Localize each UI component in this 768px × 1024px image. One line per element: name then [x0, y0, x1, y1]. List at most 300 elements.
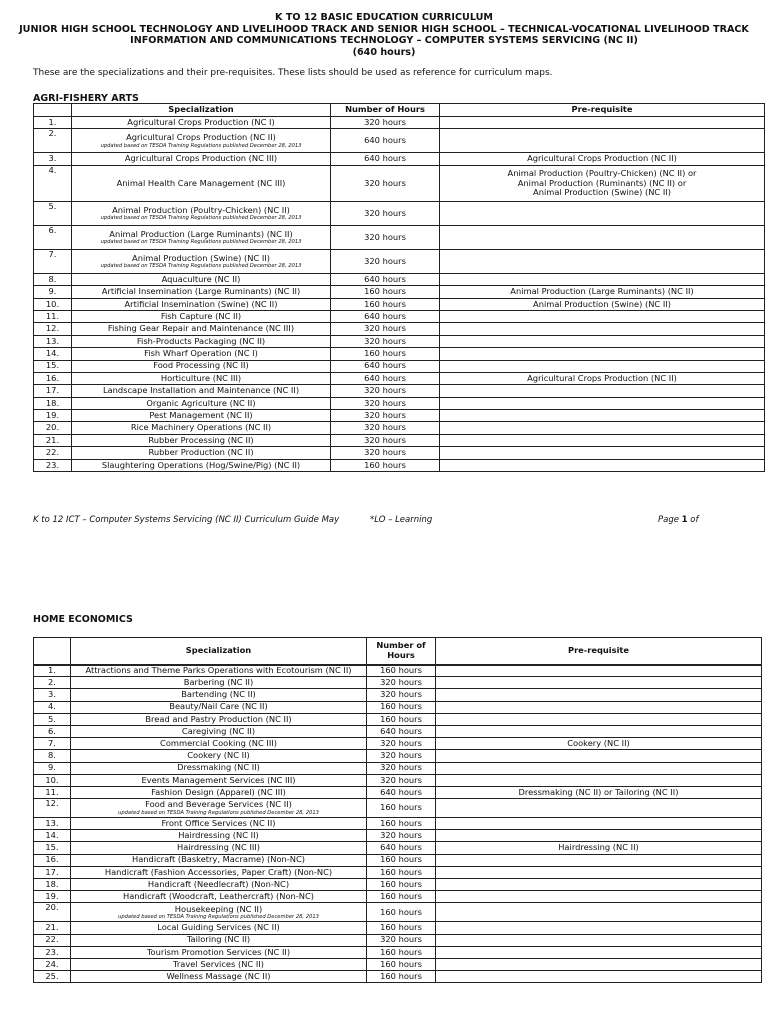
table-row [34, 397, 765, 409]
specialization-text: Dressmaking (NC II) [177, 762, 260, 773]
specialization-text: Hairdressing (NC II) [178, 830, 259, 841]
table-row [34, 958, 762, 970]
row-hours: 160 hours [331, 348, 440, 360]
row-number: 2. [34, 129, 72, 153]
table-row [34, 310, 765, 322]
table-row [34, 273, 765, 285]
row-number: 17. [34, 866, 71, 878]
row-specialization [72, 310, 331, 322]
table-row [34, 372, 765, 384]
row-hours: 640 hours [331, 153, 440, 165]
row-number: 19. [34, 410, 72, 422]
row-number: 18. [34, 879, 71, 891]
update-note: updated based on TESDA Training Regulations published December 28, 2013 [100, 263, 302, 270]
table-row [34, 934, 762, 946]
row-number: 16. [34, 372, 72, 384]
table-row [34, 786, 762, 798]
row-number: 9. [34, 286, 72, 298]
row-number: 13. [34, 335, 72, 347]
specialization-text: Fish Wharf Operation (NC I) [144, 348, 258, 359]
row-number: 23. [34, 946, 71, 958]
table-row [34, 335, 765, 347]
row-specialization [71, 946, 367, 958]
specialization-text: Tailoring (NC II) [186, 934, 251, 945]
table-row [34, 323, 765, 335]
row-hours: 160 hours [367, 879, 436, 891]
row-hours: 160 hours [367, 854, 436, 866]
row-prerequisite [436, 750, 762, 762]
row-prerequisite [440, 335, 765, 347]
row-prerequisite [436, 934, 762, 946]
specialization-text: Handicraft (Needlecraft) (Non-NC) [147, 878, 290, 889]
row-hours: 320 hours [367, 774, 436, 786]
row-specialization [72, 459, 331, 471]
specialization-text: Fish Capture (NC II) [160, 310, 242, 321]
col-header-specialization: Specialization [71, 638, 367, 665]
table-row [34, 447, 765, 459]
col-header-hours-line2: Hours [387, 649, 415, 660]
row-specialization [72, 249, 331, 273]
row-hours: 320 hours [367, 750, 436, 762]
row-hours: 160 hours [367, 946, 436, 958]
row-hours: 320 hours [331, 434, 440, 446]
row-specialization [71, 903, 367, 922]
row-number: 16. [34, 854, 71, 866]
row-number: 9. [34, 762, 71, 774]
row-number: 8. [34, 750, 71, 762]
row-prerequisite [436, 665, 762, 677]
row-prerequisite [440, 286, 765, 298]
row-hours: 160 hours [367, 922, 436, 934]
table-row [34, 922, 762, 934]
table-row [34, 725, 762, 737]
table-row [34, 879, 762, 891]
table-row [34, 249, 765, 273]
row-prerequisite [436, 854, 762, 866]
row-specialization [71, 725, 367, 737]
row-hours: 320 hours [331, 165, 440, 201]
row-specialization [72, 201, 331, 225]
row-hours: 160 hours [331, 286, 440, 298]
col-header-hours: Number of Hours [331, 104, 440, 117]
row-hours: 640 hours [367, 842, 436, 854]
table-row [34, 701, 762, 713]
home-table [33, 637, 762, 983]
specialization-text: Agricultural Crops Production (NC II) [126, 132, 276, 143]
row-prerequisite [440, 434, 765, 446]
table-row [34, 459, 765, 471]
table-row [34, 360, 765, 372]
row-number: 15. [34, 360, 72, 372]
home-table-body [34, 665, 762, 983]
prerequisite-line: Animal Production (Swine) (NC II) [533, 187, 671, 198]
specialization-text: Rice Machinery Operations (NC II) [130, 422, 272, 433]
row-number: 2. [34, 677, 71, 689]
row-number: 21. [34, 434, 72, 446]
specialization-text: Handicraft (Woodcraft, Leathercraft) (Non-NC) [122, 891, 315, 902]
row-prerequisite [440, 153, 765, 165]
row-hours: 640 hours [331, 310, 440, 322]
row-prerequisite [436, 774, 762, 786]
row-hours: 320 hours [331, 397, 440, 409]
row-number: 23. [34, 459, 72, 471]
specialization-text: Cookery (NC II) [187, 750, 250, 761]
row-specialization [71, 665, 367, 677]
row-hours: 160 hours [367, 903, 436, 922]
row-specialization [71, 830, 367, 842]
row-specialization [72, 397, 331, 409]
header-line-4: (640 hours) [352, 46, 416, 58]
row-hours: 160 hours [331, 298, 440, 310]
specialization-text: Caregiving (NC II) [181, 725, 256, 736]
row-prerequisite [436, 842, 762, 854]
row-hours: 320 hours [331, 225, 440, 249]
table-row [34, 891, 762, 903]
row-prerequisite [440, 310, 765, 322]
row-number: 12. [34, 799, 71, 818]
row-number: 6. [34, 225, 72, 249]
document-header [0, 12, 768, 58]
table-row [34, 153, 765, 165]
row-hours: 320 hours [367, 762, 436, 774]
specialization-text: Fashion Design (Apparel) (NC III) [151, 786, 286, 797]
table-row [34, 762, 762, 774]
row-prerequisite [440, 165, 765, 201]
row-specialization [72, 153, 331, 165]
table-row [34, 903, 762, 922]
row-hours: 160 hours [367, 665, 436, 677]
row-hours: 320 hours [367, 738, 436, 750]
row-specialization [71, 958, 367, 970]
row-number: 11. [34, 786, 71, 798]
row-specialization [72, 422, 331, 434]
prerequisite-line: Animal Production (Swine) (NC II) [533, 298, 671, 309]
row-number: 15. [34, 842, 71, 854]
row-prerequisite [436, 922, 762, 934]
row-prerequisite [436, 762, 762, 774]
row-prerequisite [440, 422, 765, 434]
row-number: 22. [34, 447, 72, 459]
table-row [34, 410, 765, 422]
specialization-text: Commercial Cooking (NC III) [160, 737, 277, 748]
row-specialization [72, 372, 331, 384]
row-number: 21. [34, 922, 71, 934]
row-number: 10. [34, 298, 72, 310]
header-line-3: INFORMATION AND COMMUNICATIONS TECHNOLOGY – COMPUTER SYSTEMS SERVICING (NC II) [130, 35, 638, 46]
table-row [34, 434, 765, 446]
specialization-text: Food and Beverage Services (NC II) [145, 799, 292, 810]
specialization-text: Local Guiding Services (NC II) [157, 922, 280, 933]
row-prerequisite [440, 447, 765, 459]
row-specialization [72, 286, 331, 298]
row-hours: 320 hours [367, 689, 436, 701]
row-specialization [72, 447, 331, 459]
row-hours: 640 hours [331, 129, 440, 153]
row-specialization [71, 971, 367, 983]
row-number: 3. [34, 689, 71, 701]
row-specialization [72, 323, 331, 335]
row-hours: 640 hours [331, 273, 440, 285]
table-row [34, 298, 765, 310]
row-number: 10. [34, 774, 71, 786]
footer-mid: *LO – Learning [370, 515, 433, 525]
row-hours: 320 hours [367, 830, 436, 842]
specialization-text: Slaughtering Operations (Hog/Swine/Pig) (NC II) [101, 459, 301, 470]
specialization-text: Housekeeping (NC II) [174, 903, 263, 914]
update-note: updated based on TESDA Training Regulations published December 28, 2013 [100, 142, 302, 149]
specialization-text: Handicraft (Fashion Accessories, Paper Craft) (Non-NC) [104, 866, 333, 877]
prerequisite-line: Animal Production (Ruminants) (NC II) or [517, 177, 687, 188]
row-specialization [72, 165, 331, 201]
row-number: 20. [34, 422, 72, 434]
agri-table-body [34, 117, 765, 472]
header-line-1: K TO 12 BASIC EDUCATION CURRICULUM [275, 12, 493, 23]
row-number: 14. [34, 348, 72, 360]
specialization-text: Agricultural Crops Production (NC III) [124, 153, 278, 164]
row-hours: 320 hours [331, 410, 440, 422]
specialization-text: Rubber Processing (NC II) [148, 434, 254, 445]
row-specialization [71, 774, 367, 786]
specialization-text: Aquaculture (NC II) [161, 273, 241, 284]
prerequisite-line: Agricultural Crops Production (NC II) [527, 153, 677, 164]
row-prerequisite [436, 946, 762, 958]
row-specialization [72, 225, 331, 249]
table-row [34, 165, 765, 201]
row-number: 18. [34, 397, 72, 409]
specialization-text: Bartending (NC II) [181, 689, 256, 700]
row-specialization [71, 677, 367, 689]
row-prerequisite [436, 971, 762, 983]
table-row [34, 286, 765, 298]
row-prerequisite [440, 459, 765, 471]
prerequisite-line: Animal Production (Poultry-Chicken) (NC II) or [507, 168, 697, 179]
specialization-text: Handicraft (Basketry, Macrame) (Non-NC) [131, 854, 306, 865]
table-row [34, 946, 762, 958]
row-specialization [71, 922, 367, 934]
row-hours: 320 hours [331, 201, 440, 225]
row-specialization [72, 385, 331, 397]
row-prerequisite [436, 866, 762, 878]
row-specialization [71, 689, 367, 701]
table-row [34, 818, 762, 830]
row-hours: 640 hours [331, 360, 440, 372]
row-specialization [71, 762, 367, 774]
row-hours: 160 hours [367, 701, 436, 713]
table-row [34, 348, 765, 360]
row-hours: 320 hours [331, 385, 440, 397]
header-line-2: JUNIOR HIGH SCHOOL TECHNOLOGY AND LIVELIHOOD TRACK AND SENIOR HIGH SCHOOL – TECHNICAL-VOCATIONAL LIVELIHOOD TRACK [19, 23, 749, 35]
row-number: 22. [34, 934, 71, 946]
row-number: 7. [34, 738, 71, 750]
specialization-text: Barbering (NC II) [183, 677, 254, 688]
row-specialization [71, 750, 367, 762]
row-hours: 160 hours [331, 459, 440, 471]
home-section-title: HOME ECONOMICS [33, 614, 133, 625]
row-specialization [71, 934, 367, 946]
row-prerequisite [436, 958, 762, 970]
row-specialization [72, 298, 331, 310]
table-row [34, 677, 762, 689]
row-hours: 160 hours [367, 958, 436, 970]
table-row [34, 225, 765, 249]
specialization-text: Fishing Gear Repair and Maintenance (NC III) [107, 323, 295, 334]
col-header-blank [34, 638, 71, 665]
table-row [34, 129, 765, 153]
col-header-hours-line1: Number of [376, 640, 426, 651]
specialization-text: Bread and Pastry Production (NC II) [145, 713, 292, 724]
footer-page-number: 1 [681, 515, 688, 525]
row-specialization [71, 879, 367, 891]
row-prerequisite [436, 830, 762, 842]
specialization-text: Horticulture (NC III) [160, 372, 242, 383]
row-number: 24. [34, 958, 71, 970]
prerequisite-line: Agricultural Crops Production (NC II) [527, 372, 677, 383]
specialization-text: Rubber Production (NC II) [148, 447, 254, 458]
col-header-prerequisite: Pre-requisite [440, 104, 765, 117]
row-specialization [71, 866, 367, 878]
row-specialization [71, 842, 367, 854]
row-hours: 160 hours [367, 799, 436, 818]
row-specialization [71, 713, 367, 725]
row-hours: 320 hours [331, 117, 440, 129]
specialization-text: Animal Production (Swine) (NC II) [132, 252, 270, 263]
row-specialization [71, 738, 367, 750]
row-prerequisite [436, 738, 762, 750]
intro-text: These are the specializations and their pre-requisites. These lists should be used as reference for curriculum maps. [33, 68, 553, 78]
row-prerequisite [440, 117, 765, 129]
footer-page [658, 515, 699, 525]
row-number: 17. [34, 385, 72, 397]
row-hours: 640 hours [331, 372, 440, 384]
table-row [34, 842, 762, 854]
row-specialization [72, 410, 331, 422]
col-header-prerequisite: Pre-requisite [436, 638, 762, 665]
row-hours: 320 hours [331, 335, 440, 347]
footer-left: K to 12 ICT – Computer Systems Servicing (NC II) Curriculum Guide May [33, 515, 340, 525]
row-specialization [71, 854, 367, 866]
row-hours: 320 hours [331, 422, 440, 434]
row-specialization [72, 273, 331, 285]
row-hours: 320 hours [331, 249, 440, 273]
col-header-specialization: Specialization [72, 104, 331, 117]
row-prerequisite [436, 818, 762, 830]
row-specialization [72, 434, 331, 446]
row-number: 25. [34, 971, 71, 983]
table-row [34, 774, 762, 786]
row-number: 20. [34, 903, 71, 922]
specialization-text: Wellness Massage (NC II) [166, 970, 271, 981]
row-prerequisite [440, 397, 765, 409]
table-row [34, 750, 762, 762]
specialization-text: Attractions and Theme Parks Operations with Ecotourism (NC II) [85, 665, 352, 676]
row-hours: 160 hours [367, 866, 436, 878]
row-hours: 320 hours [367, 934, 436, 946]
footer-page-suffix: of [687, 515, 699, 525]
row-specialization [72, 348, 331, 360]
row-specialization [71, 786, 367, 798]
row-specialization [71, 701, 367, 713]
row-specialization [72, 129, 331, 153]
table-row [34, 689, 762, 701]
row-hours: 320 hours [331, 323, 440, 335]
specialization-text: Beauty/Nail Care (NC II) [169, 701, 268, 712]
specialization-text: Pest Management (NC II) [149, 410, 253, 421]
specialization-text: Fish-Products Packaging (NC II) [136, 335, 266, 346]
row-number: 11. [34, 310, 72, 322]
row-prerequisite [440, 323, 765, 335]
row-number: 19. [34, 891, 71, 903]
specialization-text: Landscape Installation and Maintenance (NC II) [102, 385, 300, 396]
row-hours: 160 hours [367, 818, 436, 830]
row-prerequisite [436, 677, 762, 689]
specialization-text: Animal Production (Poultry-Chicken) (NC II) [112, 204, 290, 215]
specialization-text: Artificial Insemination (Swine) (NC II) [124, 298, 278, 309]
row-prerequisite [440, 360, 765, 372]
row-number: 7. [34, 249, 72, 273]
row-hours: 640 hours [367, 725, 436, 737]
row-number: 14. [34, 830, 71, 842]
row-hours: 160 hours [367, 891, 436, 903]
col-header-blank [34, 104, 72, 117]
row-prerequisite [440, 201, 765, 225]
specialization-text: Tourism Promotion Services (NC II) [146, 946, 291, 957]
row-number: 12. [34, 323, 72, 335]
row-specialization [72, 335, 331, 347]
update-note: updated based on TESDA Training Regulations published December 28, 2013 [118, 914, 319, 921]
row-specialization [72, 360, 331, 372]
specialization-text: Agricultural Crops Production (NC I) [127, 116, 275, 127]
specialization-text: Travel Services (NC II) [173, 958, 264, 969]
row-prerequisite [440, 225, 765, 249]
agri-table [33, 103, 765, 472]
specialization-text: Hairdressing (NC III) [176, 842, 261, 853]
row-prerequisite [436, 786, 762, 798]
row-prerequisite [440, 273, 765, 285]
row-prerequisite [440, 410, 765, 422]
row-number: 6. [34, 725, 71, 737]
table-row [34, 799, 762, 818]
row-number: 1. [34, 665, 71, 677]
footer-page-prefix: Page [658, 515, 682, 525]
row-prerequisite [436, 701, 762, 713]
row-prerequisite [436, 891, 762, 903]
row-prerequisite [440, 385, 765, 397]
row-hours: 320 hours [367, 677, 436, 689]
table-row [34, 201, 765, 225]
update-note: updated based on TESDA Training Regulations published December 28, 2013 [100, 239, 302, 246]
row-prerequisite [436, 725, 762, 737]
agri-section-title: AGRI-FISHERY ARTS [33, 93, 139, 104]
row-number: 5. [34, 201, 72, 225]
table-row [34, 665, 762, 677]
row-prerequisite [440, 372, 765, 384]
row-number: 5. [34, 713, 71, 725]
row-number: 4. [34, 165, 72, 201]
table-row [34, 117, 765, 129]
prerequisite-line: Hairdressing (NC II) [558, 842, 639, 853]
table-row [34, 830, 762, 842]
specialization-text: Organic Agriculture (NC II) [146, 397, 256, 408]
row-number: 3. [34, 153, 72, 165]
specialization-text: Events Management Services (NC III) [141, 774, 296, 785]
row-number: 13. [34, 818, 71, 830]
row-hours: 320 hours [331, 447, 440, 459]
table-row [34, 422, 765, 434]
specialization-text: Front Office Services (NC II) [161, 817, 276, 828]
specialization-text: Animal Health Care Management (NC III) [116, 177, 286, 188]
table-row [34, 866, 762, 878]
table-row [34, 385, 765, 397]
